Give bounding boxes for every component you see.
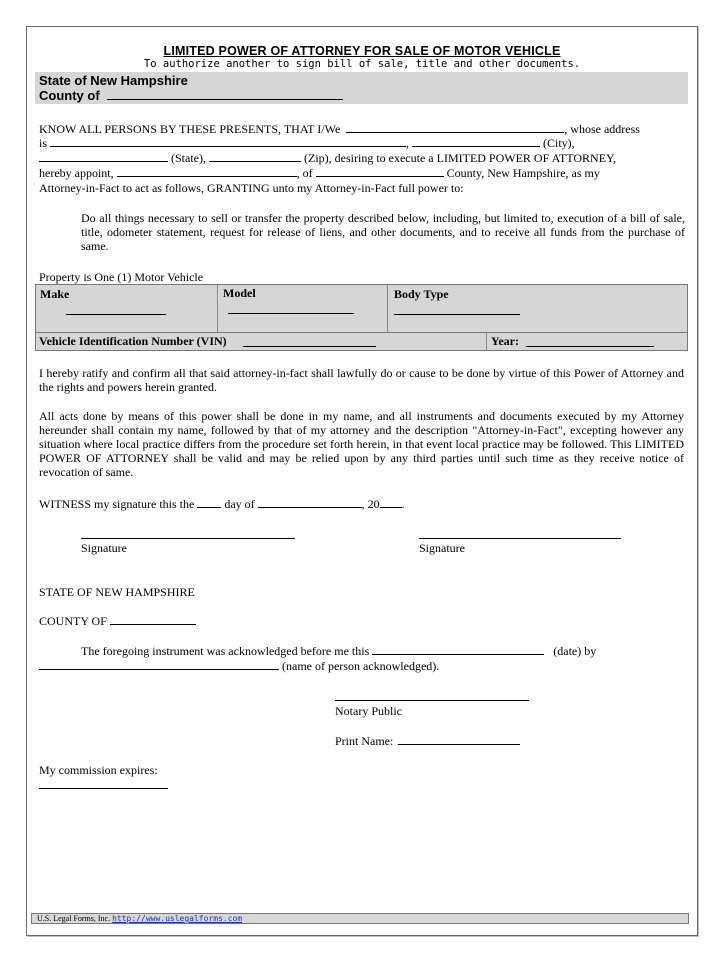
vin-label: Vehicle Identification Number (VIN) bbox=[39, 334, 227, 348]
document-title: LIMITED POWER OF ATTORNEY FOR SALE OF MOTOR VEHICLE bbox=[163, 44, 561, 58]
vin-divider bbox=[486, 333, 487, 350]
all-acts-paragraph: All acts done by means of this power shall be done in my name, and all instruments and documents executed by my Attorney hereunder shall contain my name, followed by that of my attorney and the description "Attorney-in-Fact", excepting however any situation where local practice differs from the procedure set forth herein, in that event local practice may be followed. This LIMITED POWER OF ATTORNEY shall be valid and may be relied upon by any third parties until such time as they receive notice of revocation of same. bbox=[39, 409, 684, 479]
month-blank[interactable] bbox=[258, 497, 362, 508]
intro-line-5: Attorney-in-Fact to act as follows, GRANTING unto my Attorney-in-Fact full power to: bbox=[39, 181, 464, 195]
county-heading bbox=[39, 88, 343, 103]
ack-name-blank[interactable] bbox=[39, 659, 279, 670]
county-blank[interactable] bbox=[107, 89, 343, 100]
grantor-name-blank[interactable] bbox=[346, 122, 564, 133]
of-text: , of bbox=[296, 166, 313, 180]
notary-county-label: COUNTY OF bbox=[39, 614, 107, 628]
make-label: Make bbox=[40, 287, 70, 301]
notary-county-blank[interactable] bbox=[110, 614, 196, 625]
witness-line bbox=[39, 497, 689, 511]
intro-line-1 bbox=[39, 122, 689, 136]
vin-blank[interactable] bbox=[243, 346, 376, 347]
year-blank[interactable] bbox=[526, 346, 654, 347]
county-nh-text: County, New Hampshire, as my bbox=[446, 166, 600, 180]
intro-line-2 bbox=[39, 136, 689, 150]
footer-bar bbox=[31, 913, 689, 924]
comma-text: , bbox=[406, 136, 410, 150]
intro-line-3 bbox=[39, 151, 689, 165]
whose-address-text: , whose address bbox=[564, 122, 640, 136]
print-name-blank[interactable] bbox=[398, 734, 520, 745]
state-county-box bbox=[35, 72, 688, 104]
state-heading: State of New Hampshire bbox=[39, 73, 188, 88]
signature-label-right: Signature bbox=[419, 541, 465, 555]
commission-blank[interactable] bbox=[39, 788, 168, 789]
ack-date-blank[interactable] bbox=[372, 644, 544, 655]
acknowledged-line bbox=[81, 644, 691, 658]
make-divider bbox=[217, 285, 218, 332]
body-type-blank[interactable] bbox=[394, 314, 520, 315]
date-by-text: (date) by bbox=[553, 644, 597, 658]
notary-signature-line[interactable] bbox=[335, 700, 529, 701]
is-text: is bbox=[39, 136, 48, 150]
city-blank[interactable] bbox=[412, 136, 540, 147]
footer-link[interactable]: http://www.uslegalforms.com bbox=[112, 914, 243, 923]
know-all-text: KNOW ALL PERSONS BY THESE PRESENTS, THAT I/We bbox=[39, 122, 341, 136]
county-label: County of bbox=[39, 88, 100, 103]
commission-label: My commission expires: bbox=[39, 763, 158, 777]
notary-state: STATE OF NEW HAMPSHIRE bbox=[39, 585, 195, 599]
day-of-text: day of bbox=[224, 497, 255, 511]
name-ack-text: (name of person acknowledged). bbox=[282, 659, 440, 673]
day-blank[interactable] bbox=[197, 497, 221, 508]
ack-name-line bbox=[39, 659, 649, 673]
state-text: (State), bbox=[171, 151, 206, 165]
city-text: (City), bbox=[543, 136, 575, 150]
footer-company: U.S. Legal Forms, Inc. bbox=[37, 914, 111, 923]
period-text: . bbox=[401, 497, 405, 511]
street-address-blank[interactable] bbox=[50, 136, 406, 147]
attorney-name-blank[interactable] bbox=[117, 166, 297, 177]
zip-blank[interactable] bbox=[209, 151, 301, 162]
year-label: Year: bbox=[491, 334, 519, 348]
state-blank[interactable] bbox=[39, 151, 168, 162]
attorney-county-blank[interactable] bbox=[316, 166, 444, 177]
acknowledged-text: The foregoing instrument was acknowledged before me this bbox=[81, 644, 370, 658]
print-name-line bbox=[335, 734, 520, 748]
intro-line-4 bbox=[39, 166, 689, 180]
signature-label-left: Signature bbox=[81, 541, 127, 555]
property-caption: Property is One (1) Motor Vehicle bbox=[39, 270, 204, 284]
vin-row bbox=[35, 333, 688, 351]
appoint-text: hereby appoint, bbox=[39, 166, 114, 180]
document-page bbox=[26, 26, 698, 936]
powers-paragraph: Do all things necessary to sell or transfer the property described below, including, but limited to, execution of a bill of sale, title, odometer statement, request for release of liens, and other documents, and to receive all funds from the purchase of same. bbox=[81, 211, 685, 253]
make-blank[interactable] bbox=[66, 314, 166, 315]
year-prefix-text: , 20 bbox=[361, 497, 380, 511]
notary-county-line bbox=[39, 614, 196, 628]
zip-text: (Zip), desiring to execute a LIMITED POWER OF ATTORNEY, bbox=[304, 151, 617, 165]
model-label: Model bbox=[223, 286, 256, 300]
year-suffix-blank[interactable] bbox=[380, 497, 402, 508]
print-name-label: Print Name: bbox=[335, 734, 394, 748]
ratify-paragraph: I hereby ratify and confirm all that said attorney-in-fact shall lawfully do or cause to be done by virtue of this Power of Attorney and the rights and powers herein granted. bbox=[39, 366, 684, 394]
model-blank[interactable] bbox=[228, 313, 354, 314]
signature-line-left[interactable] bbox=[81, 538, 295, 539]
signature-line-right[interactable] bbox=[419, 538, 621, 539]
document-subtitle: To authorize another to sign bill of sale, title and other documents. bbox=[143, 58, 581, 70]
vehicle-table bbox=[35, 284, 688, 333]
witness-text: WITNESS my signature this the bbox=[39, 497, 195, 511]
model-divider bbox=[387, 285, 388, 332]
body-type-label: Body Type bbox=[394, 287, 449, 301]
notary-public-label: Notary Public bbox=[335, 704, 402, 718]
